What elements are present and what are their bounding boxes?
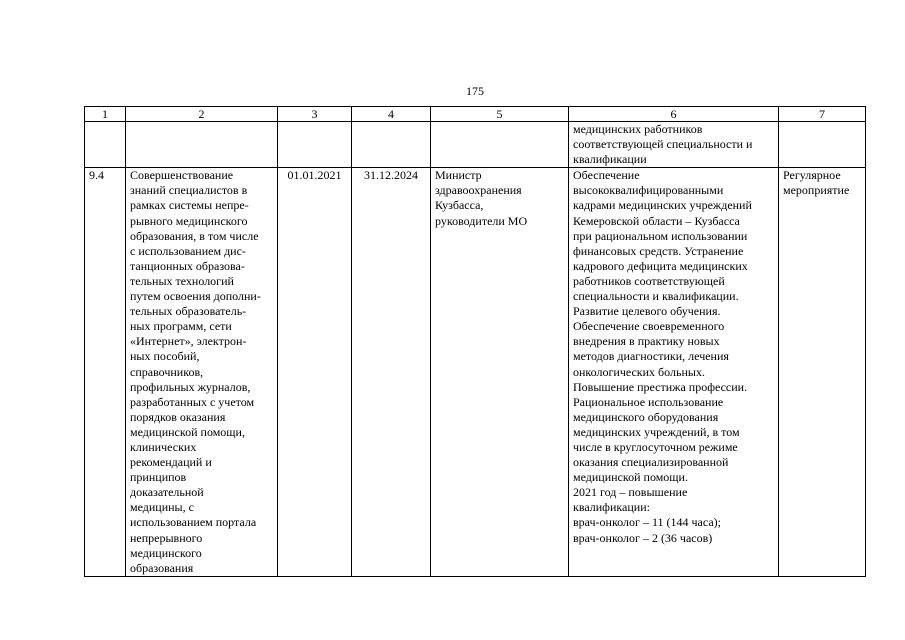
text-line: профильных журналов, bbox=[130, 379, 251, 394]
continued-result-cell bbox=[569, 122, 779, 168]
text-line: квалификации bbox=[573, 152, 647, 167]
measures-table bbox=[84, 106, 866, 577]
text-line: Министр bbox=[435, 168, 482, 183]
text-line: рамках системы непре- bbox=[130, 198, 249, 213]
empty-cell bbox=[779, 122, 866, 168]
text-line: кадрового дефицита медицинских bbox=[573, 258, 748, 273]
table-row-9-4 bbox=[85, 168, 866, 577]
text-line: работников соответствующей bbox=[573, 273, 725, 288]
description-cell bbox=[126, 168, 278, 577]
text-line: Совершенствование bbox=[130, 168, 234, 183]
text-line: порядков оказания bbox=[130, 409, 226, 424]
continuation-row bbox=[85, 122, 866, 168]
text-line: медицинской помощи. bbox=[573, 470, 688, 485]
text-line: медицины, с bbox=[130, 500, 194, 515]
text-line: с использованием дис- bbox=[130, 243, 246, 258]
text-line: при рациональном использовании bbox=[573, 228, 748, 243]
text-line: медицинских работников bbox=[573, 122, 703, 136]
text-line: рекомендаций и bbox=[130, 455, 212, 470]
text-line: медицинского bbox=[130, 545, 202, 560]
column-header: 1 bbox=[85, 107, 126, 122]
row-number-cell: 9.4 bbox=[85, 168, 126, 577]
text-line: путем освоения дополни- bbox=[130, 289, 261, 304]
column-header: 4 bbox=[352, 107, 431, 122]
text-line: кадрами медицинских учреждений bbox=[573, 198, 752, 213]
end-date-cell: 31.12.2024 bbox=[352, 168, 431, 577]
text-line: знаний специалистов в bbox=[130, 183, 248, 198]
table-header-row bbox=[85, 107, 866, 122]
text-line: мероприятие bbox=[783, 183, 850, 198]
text-line: онкологических больных. bbox=[573, 364, 705, 379]
column-header: 5 bbox=[431, 107, 569, 122]
text-line: внедрения в практику новых bbox=[573, 334, 720, 349]
text-line: непрерывного bbox=[130, 530, 203, 545]
empty-cell bbox=[85, 122, 126, 168]
text-line: клинических bbox=[130, 439, 197, 454]
text-line: образования, в том числе bbox=[130, 228, 259, 243]
text-line: разработанных с учетом bbox=[130, 394, 255, 409]
text-line: «Интернет», электрон- bbox=[130, 334, 247, 349]
empty-cell bbox=[278, 122, 352, 168]
result-cell bbox=[569, 168, 779, 577]
text-line: танционных образова- bbox=[130, 258, 245, 273]
text-line: Обеспечение bbox=[573, 168, 640, 183]
text-line: Кузбасса, bbox=[435, 198, 484, 213]
text-line: использованием портала bbox=[130, 515, 257, 530]
text-line: доказательной bbox=[130, 485, 204, 500]
text-line: медицинского оборудования bbox=[573, 409, 719, 424]
text-line: Развитие целевого обучения. bbox=[573, 304, 721, 319]
text-line: рывного медицинского bbox=[130, 213, 248, 228]
text-line: образования bbox=[130, 560, 194, 575]
empty-cell bbox=[431, 122, 569, 168]
text-line: ных программ, сети bbox=[130, 319, 232, 334]
text-line: 2021 год – повышение bbox=[573, 485, 688, 500]
start-date-cell: 01.01.2021 bbox=[278, 168, 352, 577]
text-line: высококвалифицированными bbox=[573, 183, 724, 198]
text-line: Обеспечение своевременного bbox=[573, 319, 725, 334]
text-line: оказания специализированной bbox=[573, 455, 729, 470]
text-line: Регулярное bbox=[783, 168, 841, 183]
text-line: финансовых средств. Устранение bbox=[573, 243, 744, 258]
column-header: 6 bbox=[569, 107, 779, 122]
text-line: Рациональное использование bbox=[573, 394, 724, 409]
text-line: принципов bbox=[130, 470, 187, 485]
text-line: Кемеровской области – Кузбасса bbox=[573, 213, 740, 228]
responsible-cell bbox=[431, 168, 569, 577]
text-line: медицинской помощи, bbox=[130, 424, 245, 439]
column-header: 3 bbox=[278, 107, 352, 122]
text-line: специальности и квалификации. bbox=[573, 289, 739, 304]
column-header: 7 bbox=[779, 107, 866, 122]
text-line: ных пособий, bbox=[130, 349, 200, 364]
text-line: справочников, bbox=[130, 364, 204, 379]
text-line: числе в круглосуточном режиме bbox=[573, 439, 738, 454]
text-line: здравоохранения bbox=[435, 183, 522, 198]
text-line: врач-онколог – 11 (144 часа); bbox=[573, 515, 721, 530]
empty-cell bbox=[352, 122, 431, 168]
text-line: квалификации: bbox=[573, 500, 650, 515]
column-header: 2 bbox=[126, 107, 278, 122]
text-line: методов диагностики, лечения bbox=[573, 349, 729, 364]
type-cell bbox=[779, 168, 866, 577]
text-line: врач-онколог – 2 (36 часов) bbox=[573, 530, 713, 545]
page-number: 175 bbox=[466, 84, 484, 98]
text-line: Повышение престижа профессии. bbox=[573, 379, 748, 394]
empty-cell bbox=[126, 122, 278, 168]
text-line: соответствующей специальности и bbox=[573, 137, 753, 152]
text-line: медицинских учреждений, в том bbox=[573, 424, 740, 439]
text-line: руководители МО bbox=[435, 213, 528, 228]
text-line: тельных образователь- bbox=[130, 304, 247, 319]
text-line: тельных технологий bbox=[130, 273, 234, 288]
